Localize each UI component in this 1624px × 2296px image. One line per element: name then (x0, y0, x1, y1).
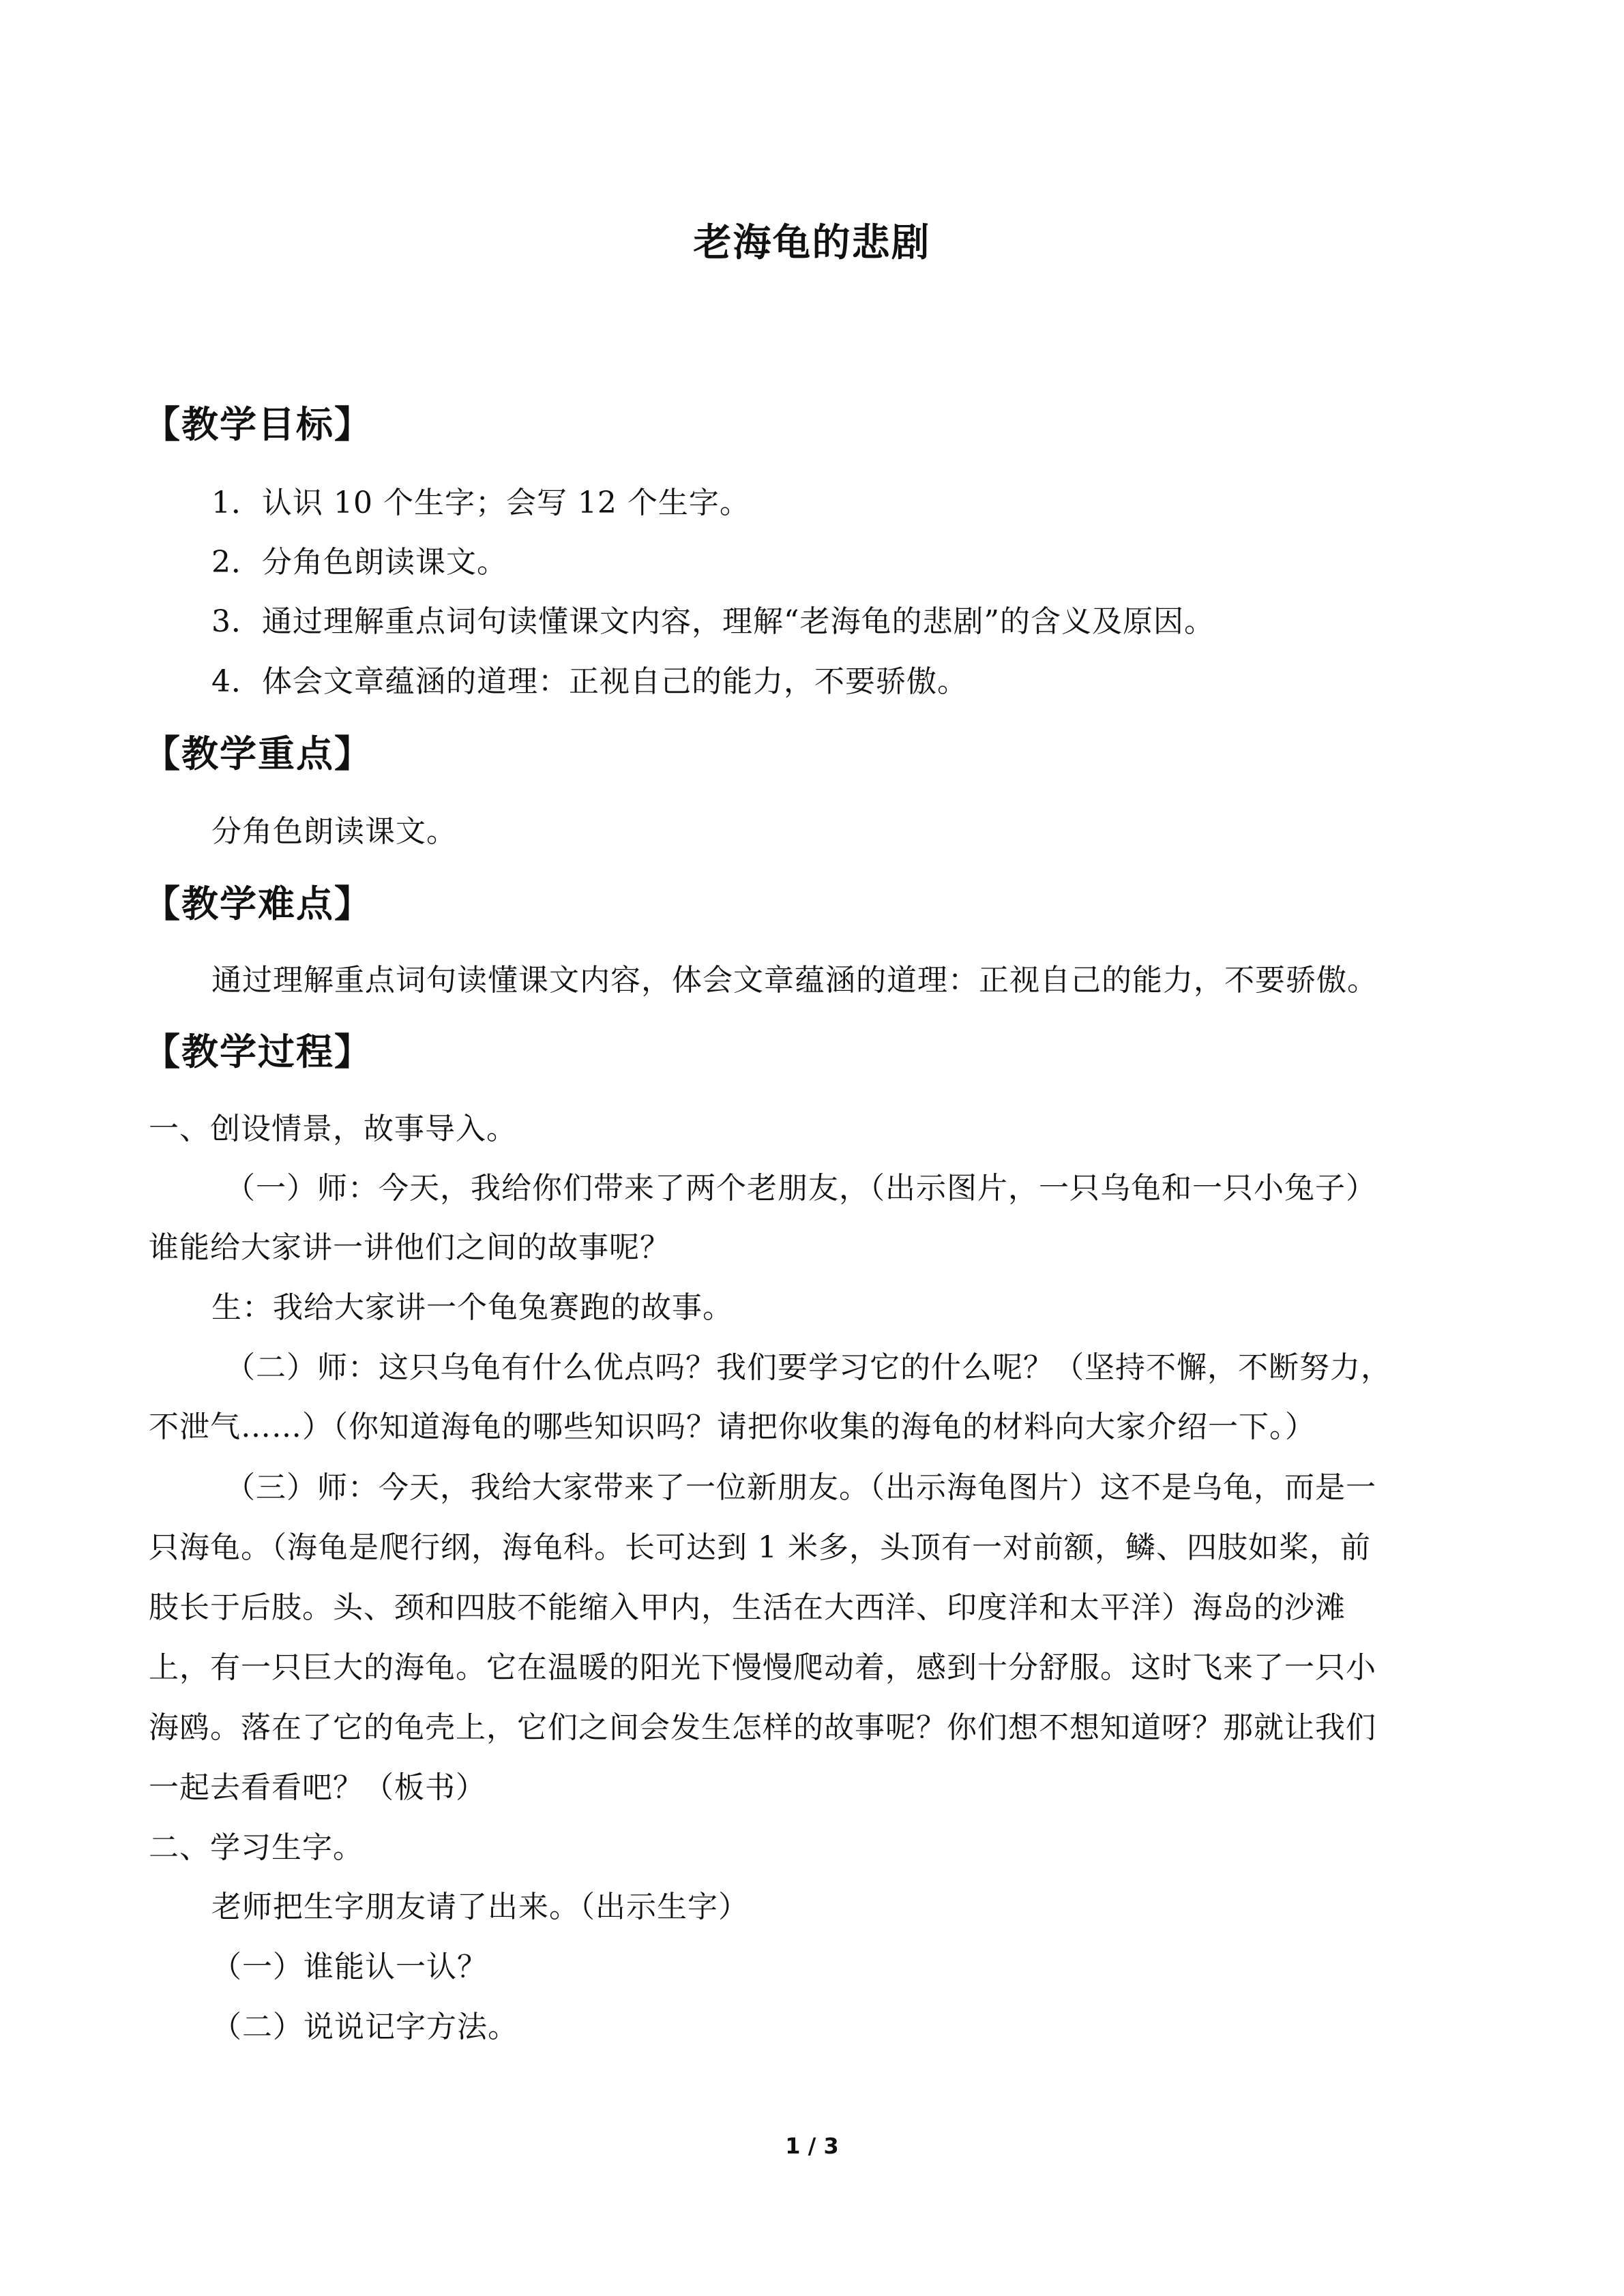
process-line: 肢长于后肢。头、颈和四肢不能缩入甲内，生活在大西洋、印度洋和太平洋）海岛的沙滩 (149, 1590, 1346, 1625)
objective-item-1: 1．认识 10 个生字；会写 12 个生字。 (211, 486, 750, 520)
process-line: （一）谁能认一认？ (211, 1950, 488, 1984)
key-points-text: 分角色朗读课文。 (211, 814, 457, 849)
process-line: 二、学习生字。 (149, 1830, 364, 1865)
objectives-heading: 【教学目标】 (143, 403, 372, 446)
process-line: 只海龟。（海龟是爬行纲，海龟科。长可达到 1 米多，头顶有一对前额，鳞、四肢如桨，前 (149, 1530, 1371, 1565)
process-line: 一起去看看吧？（板书） (149, 1770, 486, 1805)
process-line: 谁能给大家讲一讲他们之间的故事呢？ (149, 1230, 670, 1265)
page-number: 1 / 3 (785, 2133, 839, 2159)
process-line: 生：我给大家讲一个龟兔赛跑的故事。 (211, 1290, 733, 1325)
objective-item-4: 4．体会文章蕴涵的道理：正视自己的能力，不要骄傲。 (211, 664, 968, 699)
process-line: （二）说说记字方法。 (211, 2010, 518, 2044)
difficulties-text: 通过理解重点词句读懂课文内容，体会文章蕴涵的道理：正视自己的能力，不要骄傲。 (211, 963, 1378, 998)
process-line: 上，有一只巨大的海龟。它在温暖的阳光下慢慢爬动着，感到十分舒服。这时飞来了一只小 (149, 1650, 1376, 1685)
process-line: （二）师：这只乌龟有什么优点吗？我们要学习它的什么呢？（坚持不懈，不断努力， (225, 1350, 1391, 1385)
process-line: （一）师：今天，我给你们带来了两个老朋友，（出示图片，一只乌龟和一只小兔子） (225, 1171, 1376, 1206)
difficulties-heading: 【教学难点】 (143, 882, 372, 925)
objective-item-3: 3．通过理解重点词句读懂课文内容，理解“老海龟的悲剧”的含义及原因。 (211, 604, 1215, 639)
process-line: 老师把生字朋友请了出来。（出示生字） (211, 1890, 749, 1924)
process-line: 不泄气……）（你知道海龟的哪些知识吗？请把你收集的海龟的材料向大家介绍一下。） (149, 1410, 1316, 1444)
page-title: 老海龟的悲剧 (693, 221, 931, 265)
process-line: （三）师：今天，我给大家带来了一位新朋友。（出示海龟图片）这不是乌龟，而是一 (225, 1470, 1376, 1505)
process-line: 一、创设情景，故事导入。 (149, 1112, 517, 1146)
process-heading: 【教学过程】 (143, 1030, 372, 1073)
process-line: 海鸥。落在了它的龟壳上，它们之间会发生怎样的故事呢？你们想不想知道呀？那就让我们 (149, 1710, 1376, 1745)
objective-item-2: 2．分角色朗读课文。 (211, 545, 507, 580)
key-points-heading: 【教学重点】 (143, 732, 372, 775)
